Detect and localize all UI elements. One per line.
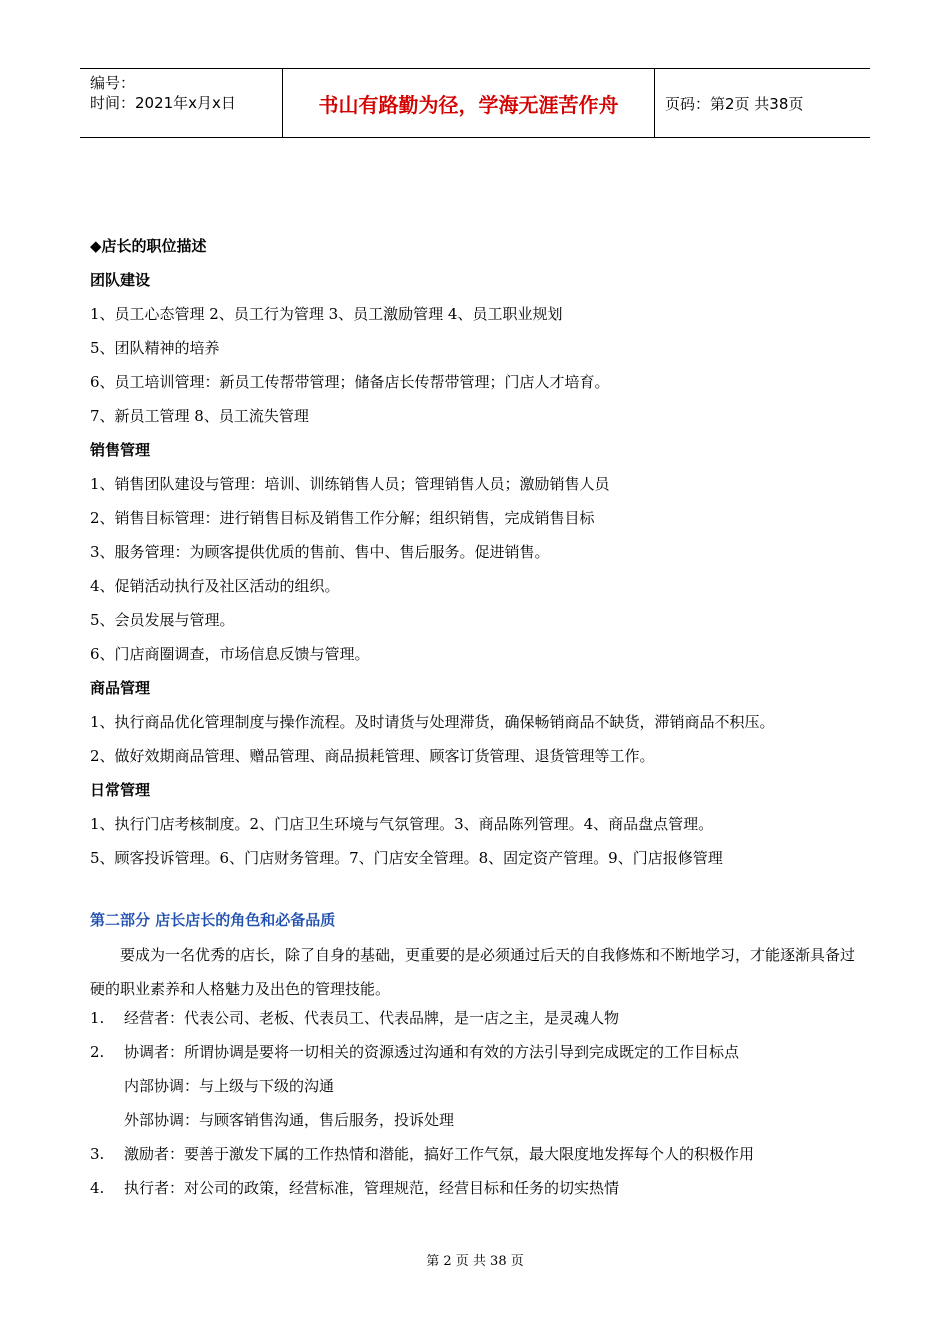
list-item: 3、服务管理：为顾客提供优质的售前、售中、售后服务。促进销售。 [90,543,550,561]
list-item [90,1042,860,1062]
intro-paragraph: 要成为一名优秀的店长，除了自身的基础，更重要的是必须通过后天的自我修炼和不断地学习，才能逐渐具备过硬的职业素养和人格魅力及出色的管理技能。 [90,946,856,998]
list-item: 2、做好效期商品管理、赠品管理、商品损耗管理、顾客订货管理、退货管理等工作。 [90,747,655,765]
list-item [90,1144,860,1164]
header-motto: 书山有路勤为径，学海无涯苦作舟 [282,69,655,137]
list-item: 1、执行商品优化管理制度与操作流程。及时请货与处理滞货，确保畅销商品不缺货，滞销商品不积压。 [90,713,775,731]
list-item [90,1178,860,1198]
list-item: 1、销售团队建设与管理：培训、训练销售人员；管理销售人员；激励销售人员 [90,475,610,493]
item-number: 3. [90,1145,105,1163]
document-body [90,236,860,1198]
document-time: 时间：2021年x月x日 [90,94,236,112]
section-title: ◆店长的职位描述 [90,237,207,255]
header-page-number: 页码：第2页 共38页 [665,94,804,113]
heading-part2: 第二部分 店长店长的角色和必备品质 [90,911,336,929]
document-number: 编号： [90,74,136,92]
item-number: 4. [90,1179,105,1197]
heading-daily: 日常管理 [90,781,151,799]
list-item: 5、团队精神的培养 [90,339,220,357]
header-meta [80,69,282,137]
sub-item-internal: 内部协调：与上级与下级的沟通 [124,1077,335,1095]
page-header [80,68,870,138]
item-number: 2. [90,1043,105,1061]
sub-item-external: 外部协调：与顾客销售沟通，售后服务，投诉处理 [124,1111,455,1129]
list-item: 6、门店商圈调查，市场信息反馈与管理。 [90,645,370,663]
list-item: 2、销售目标管理：进行销售目标及销售工作分解；组织销售，完成销售目标 [90,509,595,527]
item-text: 经营者：代表公司、老板、代表员工、代表品牌，是一店之主，是灵魂人物 [124,1009,620,1027]
page-footer: 第 2 页 共 38 页 [426,1254,524,1269]
list-item [90,1008,860,1028]
item-text: 激励者：要善于激发下属的工作热情和潜能，搞好工作气氛，最大限度地发挥每个人的积极作用 [124,1145,755,1163]
list-item: 5、顾客投诉管理。6、门店财务管理。7、门店安全管理。8、固定资产管理。9、门店报修管理 [90,849,723,867]
list-item: 1、执行门店考核制度。2、门店卫生环境与气氛管理。3、商品陈列管理。4、商品盘点管理。 [90,815,714,833]
list-item: 1、员工心态管理 2、员工行为管理 3、员工激励管理 4、员工职业规划 [90,305,563,323]
item-text: 协调者：所谓协调是要将一切相关的资源透过沟通和有效的方法引导到完成既定的工作目标点 [124,1043,740,1061]
item-text: 执行者：对公司的政策，经营标准，管理规范，经营目标和任务的切实热情 [124,1179,620,1197]
item-number: 1. [90,1009,105,1027]
heading-goods: 商品管理 [90,679,151,697]
list-item: 6、员工培训管理：新员工传帮带管理；储备店长传帮带管理；门店人才培育。 [90,373,610,391]
list-item: 7、新员工管理 8、员工流失管理 [90,407,309,425]
heading-sales: 销售管理 [90,441,151,459]
heading-team: 团队建设 [90,271,151,289]
list-item: 4、促销活动执行及社区活动的组织。 [90,577,340,595]
list-item: 5、会员发展与管理。 [90,611,235,629]
